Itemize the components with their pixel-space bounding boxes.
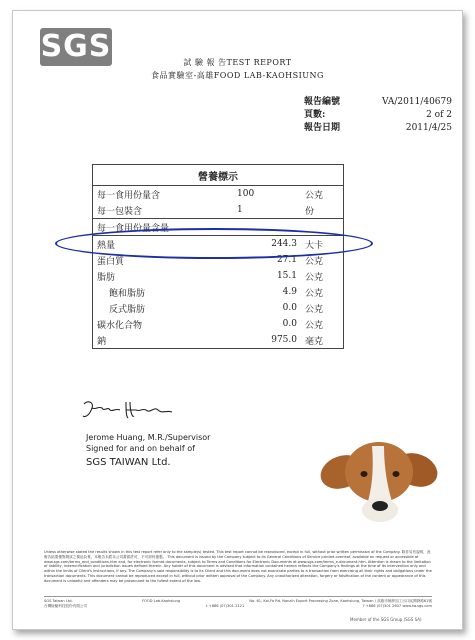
nutrient-label: 反式脂肪: [109, 304, 146, 315]
nutrient-row: [93, 300, 344, 316]
beagle-image: [312, 430, 442, 530]
member-text: Member of the SGS Group (SGS SA): [350, 617, 422, 622]
nutrient-value: 4.9: [282, 287, 297, 297]
meta-label: 報告日期: [304, 123, 341, 133]
nutrient-label: 鈉: [97, 336, 107, 347]
handwritten-signature: [80, 396, 180, 426]
servings-per-pack-unit: 份: [305, 206, 315, 217]
serving-size-label: 每一食用份量含: [97, 190, 161, 201]
footer-company: SGS Taiwan Ltd.: [44, 599, 73, 603]
meta-label: 報告編號: [304, 97, 341, 107]
meta-value: VA/2011/40679: [382, 97, 452, 107]
report-number-row: [304, 96, 452, 109]
nutrition-title-row: [93, 165, 344, 186]
nutrient-value: 15.1: [276, 271, 297, 281]
calorie-highlight-ellipse: [55, 228, 373, 259]
meta-value: 2 of 2: [426, 110, 452, 120]
lab-name: 食品實驗室-高雄FOOD LAB-KAOHSIUNG: [151, 71, 324, 80]
nutrient-value: 27.1: [276, 255, 297, 265]
nutrient-unit: 公克: [305, 272, 324, 283]
nutrient-unit: 大卡: [301, 236, 344, 253]
nutrient-row: [93, 268, 344, 284]
report-date-row: [304, 122, 452, 135]
nutrient-unit: 公克: [305, 304, 324, 315]
company-name: SGS TAIWAN Ltd.: [86, 457, 171, 468]
nutrient-value: 0.0: [282, 319, 297, 329]
nutrient-label: 蛋白質: [97, 256, 125, 267]
nutrient-unit: 公克: [305, 288, 324, 299]
report-title: 試 驗 報 告TEST REPORT: [183, 58, 292, 67]
nutrient-unit: 公克: [305, 256, 324, 267]
page-count-row: [304, 109, 452, 122]
servings-per-pack-value: 1: [237, 205, 243, 215]
report-meta: [304, 96, 452, 135]
per-serving-header: 每一食用份量含量: [93, 219, 344, 236]
servings-per-pack-row: [93, 202, 344, 219]
nutrient-value: 975.0: [271, 335, 297, 345]
footer-fax-web: f +886 (07)301 2607 www.tw.sgs.com: [363, 604, 432, 608]
nutrient-value: 0.0: [282, 303, 297, 313]
nutrient-value: 244.3: [233, 236, 301, 253]
meta-value: 2011/4/25: [405, 123, 452, 133]
serving-size-row: [93, 186, 344, 203]
nutrient-label: 熱量: [93, 236, 234, 253]
nutrient-label: 脂肪: [97, 272, 116, 283]
nutrient-unit: 公克: [305, 320, 324, 331]
footer-address: No. 61, Kai-Fa Rd, Nanzih Export Processing Zone, Kaohsiung, Taiwan / 高雄市楠梓加工出口區開發路61號: [249, 599, 432, 603]
nutrient-row: [93, 316, 344, 332]
nutrient-label: 飽和脂肪: [109, 288, 146, 299]
footer-company-zh: 台灣檢驗科技股份有限公司: [44, 604, 88, 608]
meta-label: 頁數:: [304, 110, 326, 120]
serving-size-value: 100: [237, 189, 255, 199]
serving-size-unit: 公克: [305, 190, 324, 201]
footer: [44, 596, 432, 609]
nutrient-label: 碳水化合物: [97, 320, 143, 331]
servings-per-pack-label: 每一包裝含: [97, 206, 143, 217]
nutrition-title: 營養標示: [93, 165, 344, 186]
signed-for-text: Signed for and on behalf of: [86, 444, 195, 453]
legal-disclaimer: Unless otherwise stated the results shown in this test report refer only to the sample(s) tested. This test report cannot be reproduced, except in full, without prior written permission of the Company. 除非另有說明，此報告結果僅對測試之樣品負責。本報告未經本公司書面許可，不可部份複製。 This document is issued by the Company subject to its General Conditions of Service printed overleaf, available on request or accessible at www.sgs.com/terms_and_conditions.htm and, for electronic format documents, subject to Terms and Conditions for Electronic Documents at www.sgs.com/terms_e-document.htm. Attention is drawn to the limitation of liability, indemnification and jurisdiction issues defined therein. Any holder of this document is advised that information contained hereon reflects the Company's findings at the time of its intervention only and within the limits of Client's instructions, if any. The Company's sole responsibility is to its Client and this document does not exonerate parties to a transaction from exercising all their rights and obligations under the transaction documents. This document cannot be reproduced except in full, without prior written approval of the Company. Any unauthorized alteration, forgery or falsification of the content or appearance of this document is unlawful and offenders may be prosecuted to the fullest extent of the law.: [44, 550, 432, 583]
sgs-logo: SGS: [40, 29, 112, 64]
nutrient-unit: 毫克: [305, 336, 324, 347]
signer-name: Jerome Huang, M.R./Supervisor: [86, 433, 211, 442]
footer-phone: t +886 (07)301 2121: [206, 604, 245, 608]
nutrient-row: [93, 284, 344, 300]
signer-block: [86, 432, 210, 468]
nutrient-row: [93, 332, 344, 349]
footer-lab: FOOD Lab-Kaohsiung: [141, 599, 181, 603]
